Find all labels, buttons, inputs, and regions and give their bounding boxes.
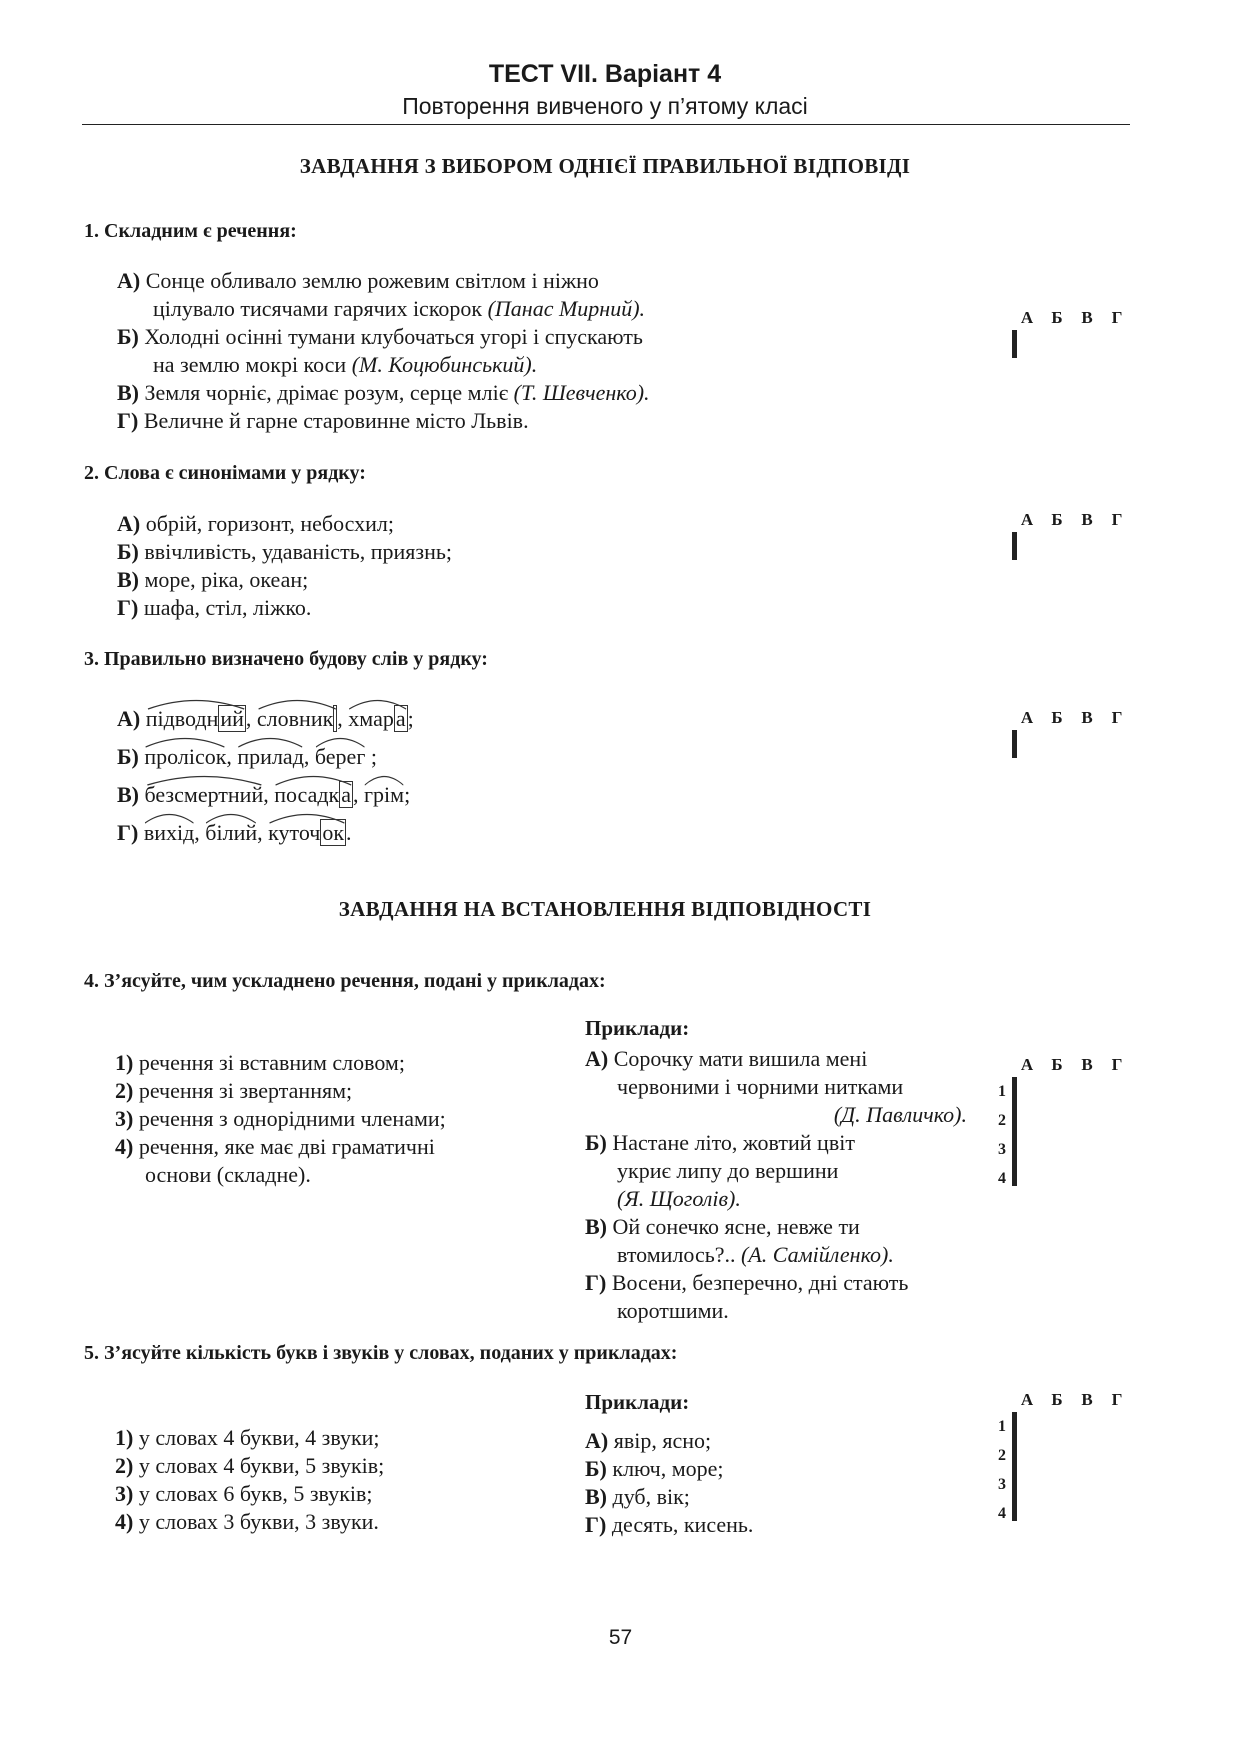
option-letter: В) bbox=[585, 1484, 607, 1509]
answer-cells[interactable] bbox=[1012, 330, 1017, 358]
q5-example-c bbox=[585, 1484, 690, 1510]
option-text: ввічливість, удаваність, приязнь; bbox=[144, 539, 452, 564]
option-text: Ой сонечко ясне, невже ти bbox=[612, 1214, 860, 1239]
morpheme-arc bbox=[364, 774, 404, 786]
q5-item-1 bbox=[115, 1425, 380, 1451]
option-text: ключ, море; bbox=[612, 1456, 724, 1481]
item-number: 2) bbox=[115, 1453, 134, 1478]
option-letter: В) bbox=[585, 1214, 607, 1239]
question-3: 3. Правильно визначено будову слів у рядку: bbox=[84, 648, 488, 670]
option-text: Величне й гарне старовинне місто Львів. bbox=[143, 408, 529, 433]
q5-item-3 bbox=[115, 1481, 373, 1507]
q5-example-b bbox=[585, 1456, 724, 1482]
option-letter: Б) bbox=[585, 1130, 607, 1155]
q4-examples-label: Приклади: bbox=[585, 1016, 690, 1040]
q3-option-d: Г) вихід, білий, куточок. bbox=[117, 820, 352, 846]
option-text: дуб, вік; bbox=[612, 1484, 690, 1509]
option-author: (Панас Мирний). bbox=[487, 296, 646, 321]
q4-item-3 bbox=[115, 1106, 446, 1132]
word-morph: грім bbox=[364, 782, 404, 808]
morpheme-arc bbox=[237, 736, 303, 748]
q5-item-4 bbox=[115, 1509, 379, 1535]
morpheme-arc bbox=[145, 774, 264, 786]
q3-option-c: В) безсмертний, посадка, грім; bbox=[117, 782, 410, 808]
word-morph: куточок bbox=[268, 820, 346, 846]
q4-example-c bbox=[585, 1214, 860, 1240]
answer-grid-header: А Б В Г bbox=[1020, 1390, 1123, 1409]
item-number: 3) bbox=[115, 1481, 134, 1506]
option-text: на землю мокрі коси bbox=[153, 352, 347, 377]
page-subtitle: Повторення вивченого у п’ятому класі bbox=[402, 93, 808, 119]
option-letter: Б) bbox=[585, 1456, 607, 1481]
answer-grid-header: А Б В Г bbox=[1020, 1055, 1123, 1074]
q1-option-c bbox=[117, 380, 650, 406]
word-morph: підводний bbox=[146, 706, 246, 732]
option-letter: А) bbox=[117, 268, 141, 293]
option-text: шафа, стіл, ліжко. bbox=[143, 595, 312, 620]
answer-cells[interactable] bbox=[1012, 1077, 1017, 1186]
section-title-single-choice: ЗАВДАННЯ З ВИБОРОМ ОДНІЄЇ ПРАВИЛЬНОЇ ВІДПОВІДІ bbox=[299, 154, 911, 178]
option-author: (Т. Шевченко). bbox=[513, 380, 650, 405]
q1-option-a-continued bbox=[153, 296, 645, 322]
answer-grid-header: А Б В Г bbox=[1020, 308, 1123, 327]
option-letter: В) bbox=[117, 380, 139, 405]
option-letter: В) bbox=[117, 782, 139, 807]
item-text: речення зі звертанням; bbox=[138, 1078, 353, 1103]
item-number: 3) bbox=[115, 1106, 134, 1131]
q4-item-4-continued: основи (складне). bbox=[145, 1162, 311, 1187]
q5-item-2 bbox=[115, 1453, 384, 1479]
q2-option-a bbox=[117, 511, 394, 537]
q4-example-a bbox=[585, 1046, 867, 1072]
question-5: 5. З’ясуйте кількість букв і звуків у словах, поданих у прикладах: bbox=[84, 1342, 678, 1364]
q3-option-b: Б) пролісок, прилад, берег ; bbox=[117, 744, 377, 770]
word-morph: пролісок bbox=[144, 744, 226, 770]
morpheme-arc bbox=[144, 736, 226, 748]
answer-cell[interactable] bbox=[1016, 1105, 1017, 1132]
option-letter: Г) bbox=[117, 820, 139, 845]
option-letter: В) bbox=[117, 567, 139, 592]
option-letter: Б) bbox=[117, 324, 139, 349]
q2-option-c bbox=[117, 567, 308, 593]
q4-example-d-continued: коротшими. bbox=[617, 1298, 729, 1323]
word-morph: білий bbox=[205, 820, 257, 846]
ending-box: ок bbox=[322, 820, 345, 845]
option-letter: Г) bbox=[585, 1270, 607, 1295]
q4-example-b bbox=[585, 1130, 855, 1156]
answer-cell[interactable] bbox=[1016, 731, 1017, 758]
q1-option-b-continued bbox=[153, 352, 537, 378]
q5-example-d bbox=[585, 1512, 753, 1538]
q2-option-b bbox=[117, 539, 452, 565]
ending-box: а bbox=[341, 782, 352, 807]
option-letter: А) bbox=[585, 1428, 609, 1453]
header-rule bbox=[82, 124, 1130, 125]
q4-item-1 bbox=[115, 1050, 405, 1076]
option-text: Настане літо, жовтий цвіт bbox=[612, 1130, 855, 1155]
q4-item-4 bbox=[115, 1134, 435, 1160]
option-author: (А. Самійленко). bbox=[741, 1242, 894, 1267]
item-text: у словах 3 букви, 3 звуки. bbox=[138, 1509, 379, 1534]
option-text: Сонце обливало землю рожевим світлом і ніжно bbox=[145, 268, 599, 293]
q4-example-b-author: (Я. Щоголів). bbox=[617, 1186, 741, 1211]
option-text: Холодні осінні тумани клубочаться угорі і спускають bbox=[144, 324, 643, 349]
word-morph: вихід bbox=[144, 820, 194, 846]
option-letter: Г) bbox=[585, 1512, 607, 1537]
option-letter: А) bbox=[117, 511, 141, 536]
q1-option-b bbox=[117, 324, 643, 350]
section-title-matching: ЗАВДАННЯ НА ВСТАНОВЛЕННЯ ВІДПОВІДНОСТІ bbox=[338, 897, 872, 921]
answer-cell[interactable] bbox=[1016, 1440, 1017, 1467]
option-text: обрій, горизонт, небосхил; bbox=[145, 511, 394, 536]
morpheme-arc bbox=[146, 698, 246, 710]
q5-examples-label: Приклади: bbox=[585, 1390, 690, 1414]
item-text: у словах 6 букв, 5 звуків; bbox=[138, 1481, 373, 1506]
morpheme-arc bbox=[257, 698, 337, 710]
option-letter: А) bbox=[117, 706, 141, 731]
answer-cells[interactable] bbox=[1012, 730, 1017, 758]
answer-cell[interactable] bbox=[1016, 1467, 1017, 1494]
q4-example-a-continued: червоними і чорними нитками bbox=[617, 1074, 904, 1099]
morpheme-arc bbox=[348, 698, 407, 710]
answer-cell[interactable] bbox=[1016, 1132, 1017, 1159]
item-number: 1) bbox=[115, 1050, 134, 1075]
ending-box: ий bbox=[220, 706, 244, 731]
ending-box: а bbox=[395, 706, 406, 731]
item-text: у словах 4 букви, 4 звуки; bbox=[138, 1425, 380, 1450]
option-text: Земля чорніє, дрімає розум, серце мліє bbox=[144, 380, 509, 405]
question-2: 2. Слова є синонімами у рядку: bbox=[84, 462, 366, 484]
option-letter: Б) bbox=[117, 744, 139, 769]
option-text: море, ріка, океан; bbox=[144, 567, 309, 592]
answer-cell[interactable] bbox=[1016, 1078, 1017, 1105]
answer-cells[interactable] bbox=[1012, 1412, 1017, 1521]
question-1: 1. Складним є речення: bbox=[84, 220, 297, 242]
word-morph: безсмертний bbox=[145, 782, 264, 808]
option-text: явір, ясно; bbox=[613, 1428, 712, 1453]
page-title: ТЕСТ VII. Варіант 4 bbox=[488, 60, 722, 88]
option-letter: Б) bbox=[117, 539, 139, 564]
q4-example-a-author: (Д. Павличко). bbox=[833, 1102, 967, 1127]
option-letter: А) bbox=[585, 1046, 609, 1071]
morpheme-arc bbox=[274, 774, 353, 786]
word-morph: прилад bbox=[237, 744, 303, 770]
answer-cell[interactable] bbox=[1016, 1413, 1017, 1440]
q4-item-2 bbox=[115, 1078, 352, 1104]
page-number: 57 bbox=[608, 1626, 633, 1649]
item-text: речення, яке має дві граматичні bbox=[138, 1134, 435, 1159]
item-text: у словах 4 букви, 5 звуків; bbox=[138, 1453, 385, 1478]
item-number: 1) bbox=[115, 1425, 134, 1450]
morpheme-arc bbox=[315, 736, 365, 748]
word-morph: берег bbox=[315, 744, 365, 770]
morpheme-arc bbox=[205, 812, 257, 824]
answer-cell[interactable] bbox=[1016, 533, 1017, 560]
answer-cell[interactable] bbox=[1016, 331, 1017, 358]
option-text: Восени, безперечно, дні стають bbox=[611, 1270, 909, 1295]
word-morph: хмара bbox=[348, 706, 407, 732]
item-number: 4) bbox=[115, 1509, 134, 1534]
item-text: речення зі вставним словом; bbox=[138, 1050, 405, 1075]
answer-grid-header: А Б В Г bbox=[1020, 510, 1123, 529]
item-text: речення з однорідними членами; bbox=[138, 1106, 446, 1131]
q1-option-a bbox=[117, 268, 599, 294]
word-morph: словник bbox=[257, 706, 337, 732]
option-text: Сорочку мати вишила мені bbox=[613, 1046, 868, 1071]
morpheme-arc bbox=[144, 812, 194, 824]
question-4: 4. З’ясуйте, чим ускладнено речення, подані у прикладах: bbox=[84, 970, 606, 992]
item-number: 4) bbox=[115, 1134, 134, 1159]
q4-example-d bbox=[585, 1270, 908, 1296]
q4-example-b-continued: укриє липу до вершини bbox=[617, 1158, 839, 1183]
option-text: десять, кисень. bbox=[611, 1512, 754, 1537]
q5-example-a bbox=[585, 1428, 711, 1454]
option-author: (М. Коцюбинський). bbox=[351, 352, 538, 377]
option-text: цілувало тисячами гарячих іскорок bbox=[153, 296, 483, 321]
answer-cell[interactable] bbox=[1016, 1159, 1017, 1186]
word-morph: посадка bbox=[274, 782, 353, 808]
answer-row-numbers: 1 2 3 4 bbox=[998, 1418, 1006, 1522]
answer-cells[interactable] bbox=[1012, 532, 1017, 560]
q3-option-a: А) підводний, словник , хмара; bbox=[117, 706, 414, 732]
option-letter: Г) bbox=[117, 408, 139, 433]
morpheme-arc bbox=[268, 812, 346, 824]
answer-grid-header: А Б В Г bbox=[1020, 708, 1123, 727]
q4-example-c-continued: втомилось?.. (А. Самійленко). bbox=[617, 1242, 894, 1267]
answer-row-numbers: 1 2 3 4 bbox=[998, 1083, 1006, 1187]
item-number: 2) bbox=[115, 1078, 134, 1103]
q2-option-d bbox=[117, 595, 311, 621]
answer-cell[interactable] bbox=[1016, 1494, 1017, 1521]
q1-option-d bbox=[117, 408, 529, 434]
option-letter: Г) bbox=[117, 595, 139, 620]
